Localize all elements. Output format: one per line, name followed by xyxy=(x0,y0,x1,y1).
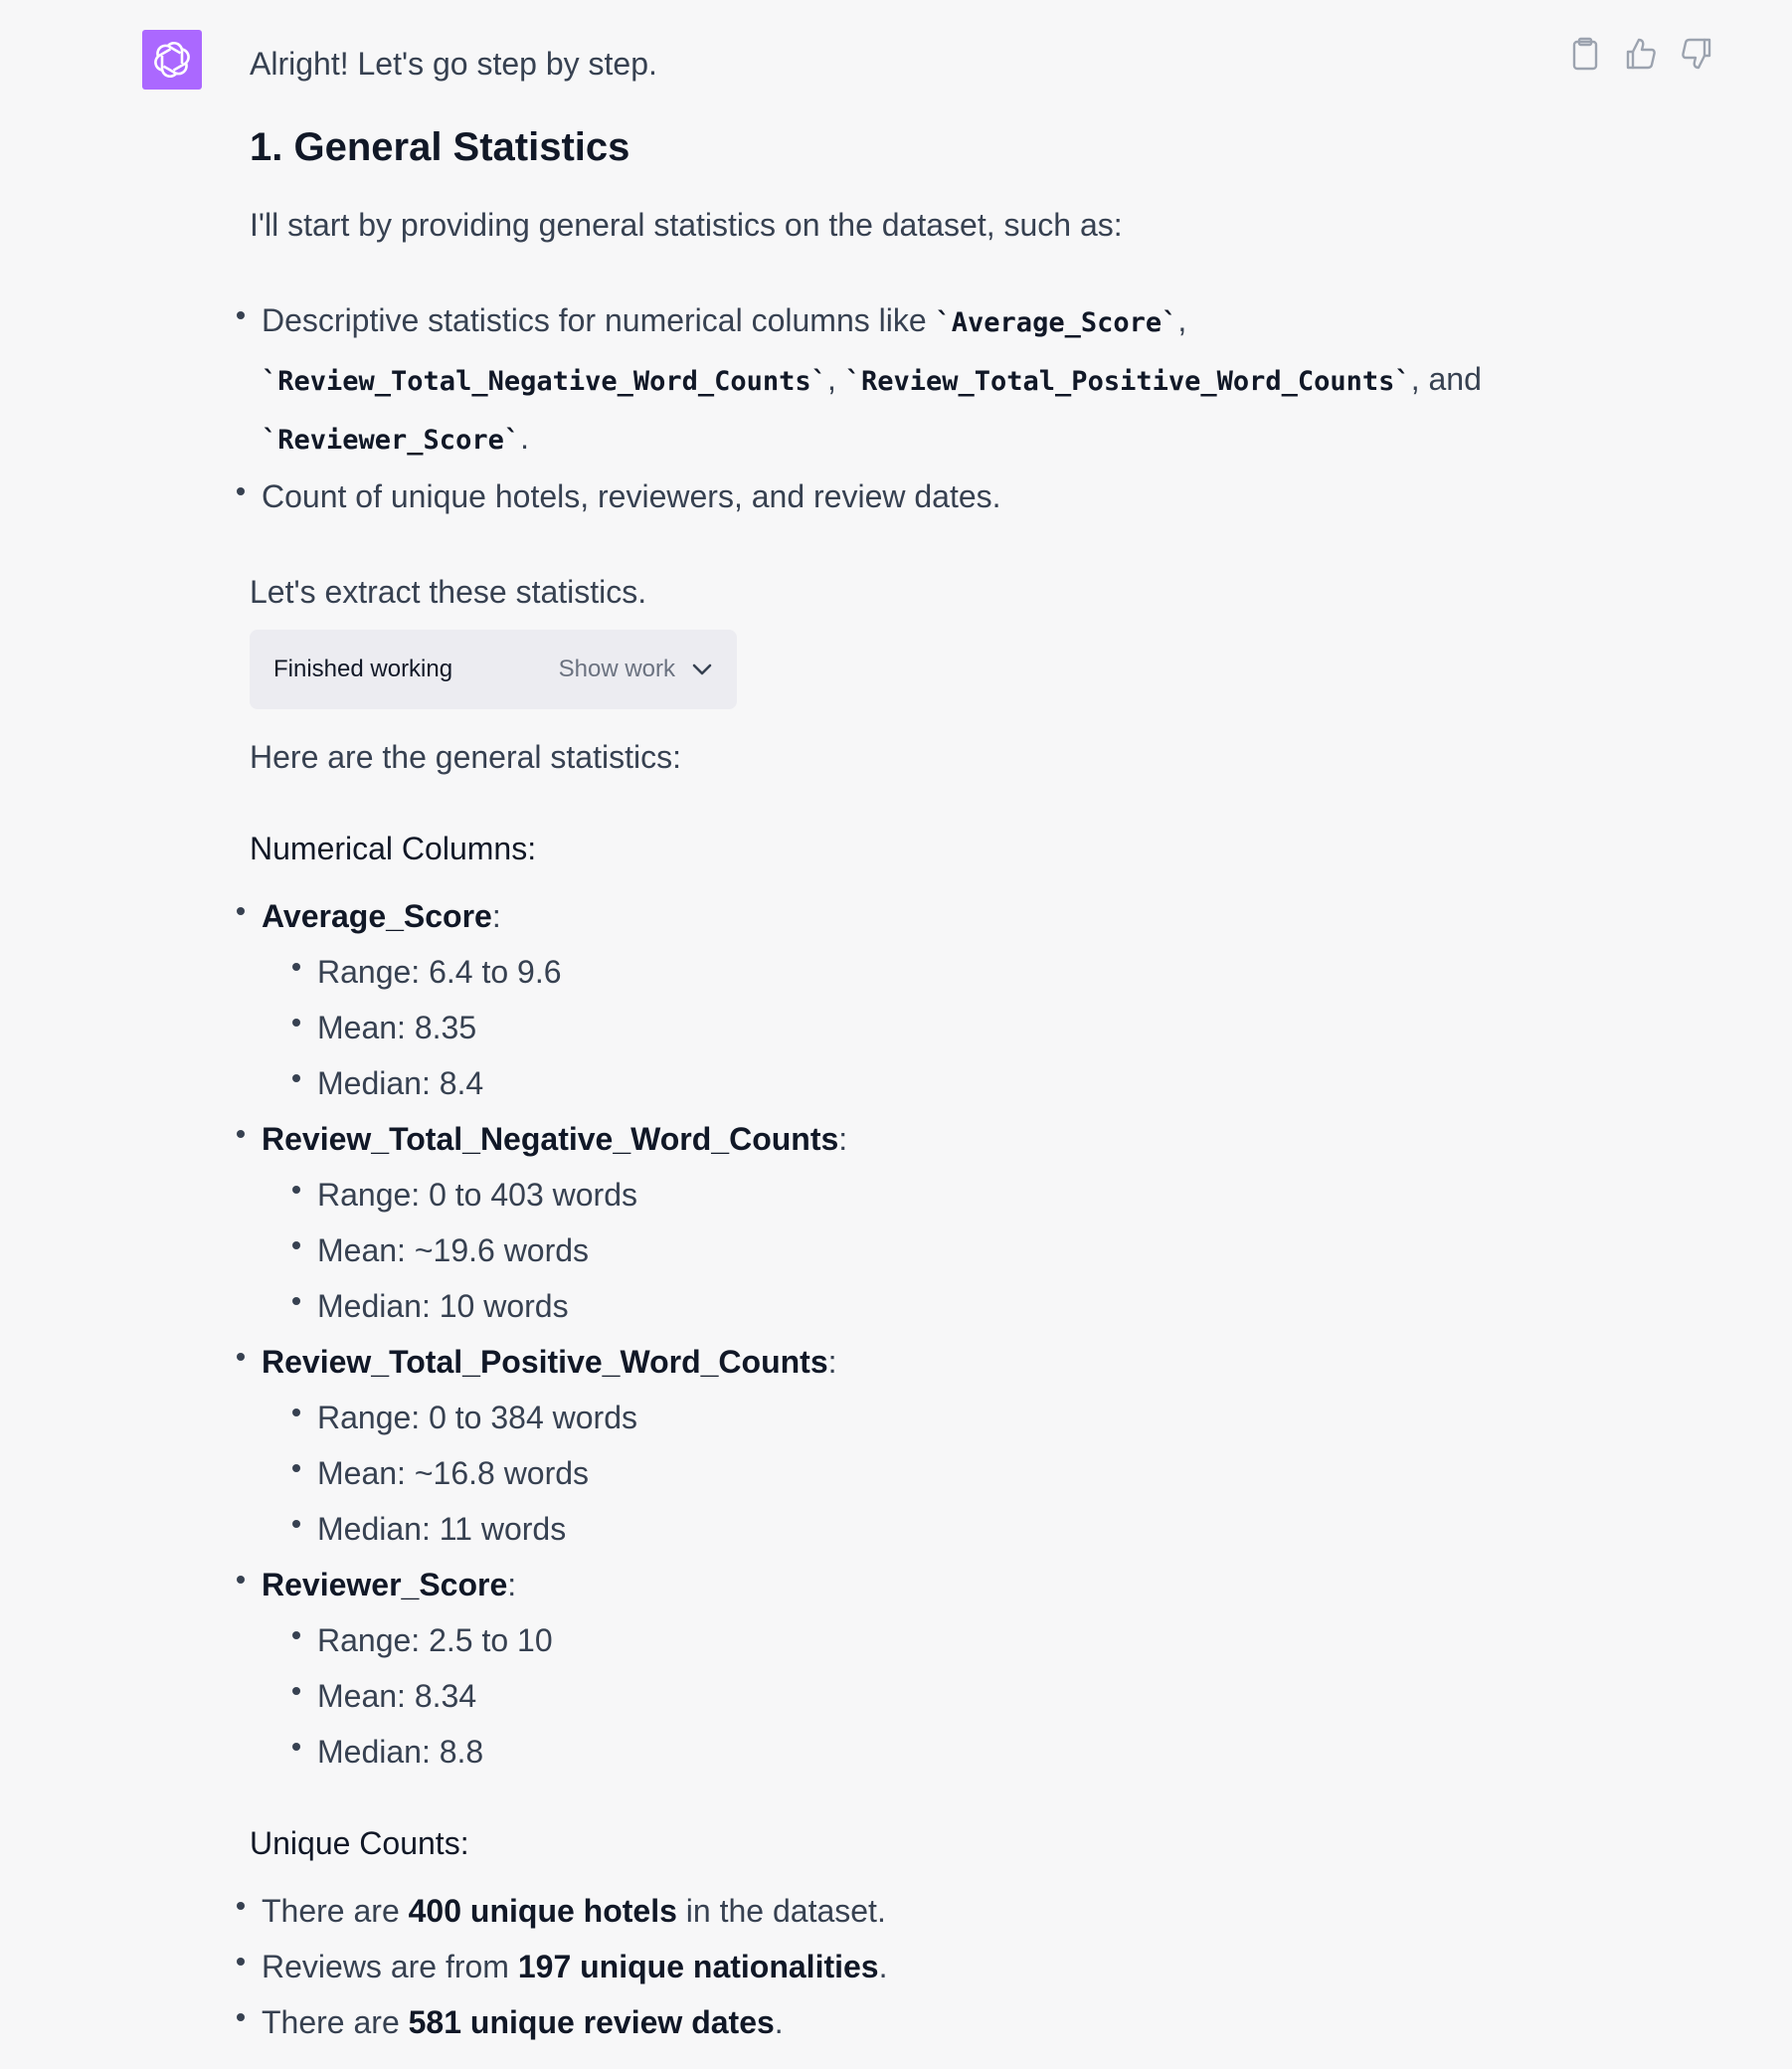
column-name: Review_Total_Positive_Word_Counts xyxy=(262,1344,828,1380)
list-item: Range: 0 to 403 words xyxy=(305,1167,1542,1223)
thumbs-up-icon xyxy=(1624,37,1658,71)
list-item: Median: 10 words xyxy=(305,1278,1542,1334)
clipboard-icon xyxy=(1570,37,1600,71)
chevron-down-icon xyxy=(691,662,713,676)
copy-button[interactable] xyxy=(1567,36,1603,72)
thumbs-down-button[interactable] xyxy=(1679,36,1714,72)
inline-code: `Review_Total_Negative_Word_Counts` xyxy=(262,366,827,397)
lead-text: I'll start by providing general statistics on the dataset, such as: xyxy=(250,207,1123,243)
unique-counts-label: Unique Counts: xyxy=(250,1825,469,1861)
list-item: Range: 0 to 384 words xyxy=(305,1390,1542,1445)
list-item: Mean: ~16.8 words xyxy=(305,1445,1542,1501)
inline-code: `Average_Score` xyxy=(935,307,1178,338)
execution-status: Finished working xyxy=(273,656,453,682)
list-item: Reviews are from 197 unique nationalities. xyxy=(250,1939,1542,1994)
thumbs-down-icon xyxy=(1680,37,1713,71)
inline-code: `Reviewer_Score` xyxy=(262,425,521,456)
inline-code: `Review_Total_Positive_Word_Counts` xyxy=(844,366,1411,397)
list-item: Range: 2.5 to 10 xyxy=(305,1612,1542,1668)
column-name: Reviewer_Score xyxy=(262,1567,508,1602)
list-item: Review_Total_Negative_Word_Counts: Range: 0 to 403 words Mean: ~19.6 words Median: 10 words xyxy=(250,1111,1542,1334)
list-item: Median: 8.8 xyxy=(305,1724,1542,1780)
list-item: Mean: ~19.6 words xyxy=(305,1223,1542,1278)
thumbs-up-button[interactable] xyxy=(1623,36,1659,72)
plan-list xyxy=(250,292,1542,524)
numerical-columns-list xyxy=(250,888,1542,1780)
results-intro: Here are the general statistics: xyxy=(250,739,681,775)
list-item: Count of unique hotels, reviewers, and review dates. xyxy=(250,469,1542,524)
list-item: Median: 8.4 xyxy=(305,1055,1542,1111)
column-name: Average_Score xyxy=(262,898,492,934)
message-actions xyxy=(1567,36,1714,72)
list-item: Mean: 8.35 xyxy=(305,1000,1542,1055)
numerical-columns-label: Numerical Columns: xyxy=(250,831,537,866)
list-item: Mean: 8.34 xyxy=(305,1668,1542,1724)
list-item: There are 581 unique review dates. xyxy=(250,1994,1542,2050)
list-item: There are 400 unique hotels in the dataset. xyxy=(250,1883,1542,1939)
show-work-button[interactable] xyxy=(559,642,713,697)
list-item: Descriptive statistics for numerical columns like `Average_Score`, `Review_Total_Negative_Word_Counts`, `Review_Total_Positive_Word_Counts`, and `Reviewer_Score`. xyxy=(250,292,1542,469)
list-item: Average_Score: Range: 6.4 to 9.6 Mean: 8.35 Median: 8.4 xyxy=(250,888,1542,1111)
section-heading: 1. General Statistics xyxy=(250,125,630,169)
code-execution-panel xyxy=(250,630,737,709)
column-name: Review_Total_Negative_Word_Counts xyxy=(262,1121,839,1157)
message-intro: Alright! Let's go step by step. xyxy=(250,46,657,82)
show-work-label: Show work xyxy=(558,656,675,682)
extract-text: Let's extract these statistics. xyxy=(250,574,647,610)
list-item: Reviewer_Score: Range: 2.5 to 10 Mean: 8.34 Median: 8.8 xyxy=(250,1557,1542,1780)
assistant-message xyxy=(250,36,1542,2050)
list-item: Median: 11 words xyxy=(305,1501,1542,1557)
openai-logo-icon xyxy=(151,39,193,81)
list-item: Review_Total_Positive_Word_Counts: Range: 0 to 384 words Mean: ~16.8 words Median: 11 words xyxy=(250,1334,1542,1557)
unique-counts-list xyxy=(250,1883,1542,2050)
list-item: Range: 6.4 to 9.6 xyxy=(305,944,1542,1000)
assistant-avatar xyxy=(142,30,202,90)
